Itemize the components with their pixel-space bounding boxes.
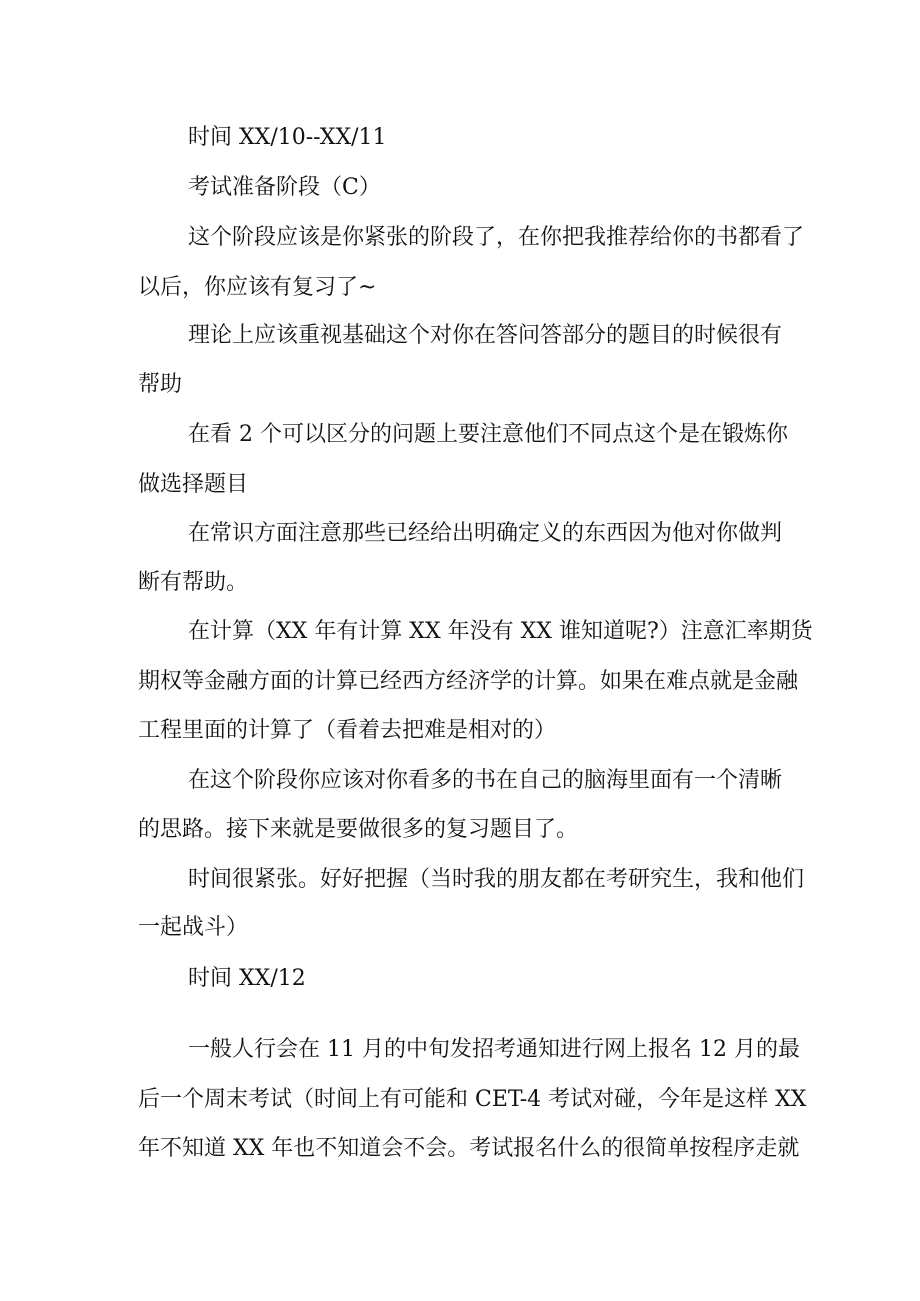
text-line: 后一个周末考试（时间上有可能和 CET-4 考试对碰，今年是这样 XX	[138, 1087, 807, 1112]
text-line: 在看 2 个可以区分的问题上要注意他们不同点这个是在锻炼你	[188, 422, 788, 447]
text-line: 断有帮助。	[138, 570, 249, 595]
text-line: 在这个阶段你应该对你看多的书在自己的脑海里面有一个清晰	[188, 768, 783, 793]
text-line: 做选择题目	[138, 472, 249, 497]
text-line: 在常识方面注意那些已经给出明确定义的东西因为他对你做判	[188, 521, 783, 546]
text-line: 这个阶段应该是你紧张的阶段了，在你把我推荐给你的书都看了	[188, 225, 805, 250]
text-line: 考试准备阶段（C）	[188, 175, 381, 200]
text-line: 时间 XX/10--XX/11	[188, 125, 387, 150]
text-line: 帮助	[138, 372, 183, 397]
text-line: 以后，你应该有复习了~	[138, 275, 377, 300]
text-line: 在计算（XX 年有计算 XX 年没有 XX 谁知道呢?）注意汇率期货	[188, 619, 813, 644]
text-line: 的思路。接下来就是要做很多的复习题目了。	[138, 817, 579, 842]
text-line: 工程里面的计算了（看着去把难是相对的）	[138, 718, 557, 743]
text-line: 时间 XX/12	[188, 966, 306, 991]
text-line: 期权等金融方面的计算已经西方经济学的计算。如果在难点就是金融	[138, 669, 799, 694]
text-line: 一起战斗）	[138, 915, 249, 940]
text-line: 年不知道 XX 年也不知道会不会。考试报名什么的很简单按程序走就	[138, 1136, 800, 1161]
text-line: 一般人行会在 11 月的中旬发招考通知进行网上报名 12 月的最	[188, 1037, 800, 1062]
text-line: 时间很紧张。好好把握（当时我的朋友都在考研究生，我和他们	[188, 867, 805, 892]
text-line: 理论上应该重视基础这个对你在答问答部分的题目的时候很有	[188, 323, 783, 348]
